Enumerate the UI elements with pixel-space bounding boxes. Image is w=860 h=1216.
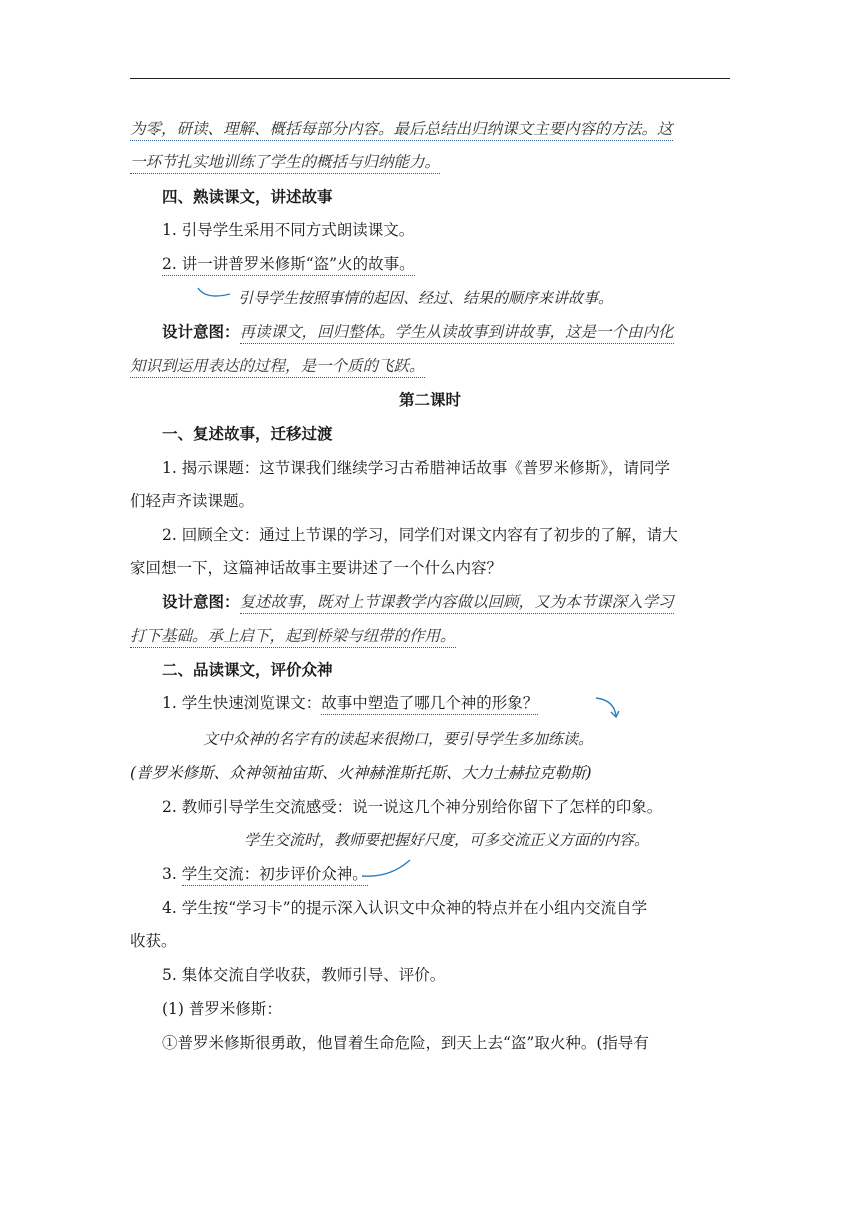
annotated-text: 知识到运用表达的过程，是一个质的飞跃。 — [130, 357, 425, 378]
header-rule — [130, 78, 730, 79]
text-line — [130, 118, 730, 140]
step-item — [130, 863, 762, 885]
margin-note: 学生交流时，教师要把握好尺度，可多交流正义方面的内容。 — [244, 831, 650, 849]
curve-arrow-icon — [196, 282, 236, 302]
annotated-text: 学生交流：初步评价众神。 — [182, 865, 368, 886]
design-intent-label: 设计意图： — [162, 323, 240, 341]
text-line: 们轻声齐读课题。 — [130, 492, 255, 510]
lesson-title: 第二课时 — [398, 391, 461, 409]
step-item: 5. 集体交流自学收获，教师引导、评价。 — [162, 966, 446, 984]
step-prefix: 3. — [162, 865, 182, 883]
annotated-text: 一环节扎实地训练了学生的概括与归纳能力。 — [130, 153, 440, 174]
curve-arrow-icon — [594, 694, 624, 720]
step-item: 1. 引导学生采用不同方式朗读课文。 — [162, 221, 415, 239]
annotated-text: 复述故事，既对上节课教学内容做以回顾，又为本节课深入学习 — [240, 593, 674, 614]
text-line: 收获。 — [130, 932, 177, 950]
step-item: 2. 回顾全文：通过上节课的学习，同学们对课文内容有了初步的了解，请大 — [162, 526, 678, 544]
text-line — [130, 151, 730, 173]
curve-arrow-icon — [360, 854, 420, 880]
text-line — [130, 355, 730, 377]
annotated-text: 打下基础。承上启下，起到桥梁与纽带的作用。 — [130, 627, 456, 648]
step-item — [130, 253, 762, 275]
step-item: 1. 揭示课题：这节课我们继续学习古希腊神话故事《普罗米修斯》，请同学 — [162, 459, 670, 477]
text-line: 家回想一下，这篇神话故事主要讲述了一个什么内容？ — [130, 559, 503, 577]
annotated-text: 为零，研读、理解、概括每部分内容。最后总结出归纳课文主要内容的方法。这 — [130, 120, 673, 141]
step-item: 2. 教师引导学生交流感受：说一说这几个神分别给你留下了怎样的印象。 — [162, 798, 663, 816]
step-item: 4. 学生按“学习卡”的提示深入认识文中众神的特点并在小组内交流自学 — [162, 899, 648, 917]
section-heading: 二、品读课文，评价众神 — [162, 661, 333, 679]
margin-note: 引导学生按照事情的起因、经过、结果的顺序来讲故事。 — [238, 289, 614, 307]
annotated-text: 再读课文，回归整体。学生从读故事到讲故事，这是一个由内化 — [240, 323, 674, 344]
design-intent — [130, 321, 762, 343]
section-heading: 四、熟读课文，讲述故事 — [162, 188, 333, 206]
text-line — [130, 625, 730, 647]
design-intent-label: 设计意图： — [162, 593, 240, 611]
annotated-text: 2. 讲一讲普罗米修斯“盗”火的故事。 — [162, 255, 415, 276]
step-prefix: 1. 学生快速浏览课文： — [162, 694, 322, 712]
step-item: ①普罗米修斯很勇敢，他冒着生命危险，到天上去“盗”取火种。(指导有 — [162, 1034, 649, 1052]
design-intent — [130, 591, 762, 613]
margin-note: 文中众神的名字有的读起来很拗口，要引导学生多加练读。 — [203, 730, 594, 748]
text-line: (普罗米修斯、众神领袖宙斯、火神赫淮斯托斯、大力士赫拉克勒斯) — [130, 764, 592, 782]
annotated-text: 故事中塑造了哪几个神的形象？ — [321, 694, 538, 715]
step-item: (1) 普罗米修斯： — [162, 1000, 282, 1018]
section-heading: 一、复述故事，迁移过渡 — [162, 425, 333, 443]
step-item — [130, 692, 762, 714]
